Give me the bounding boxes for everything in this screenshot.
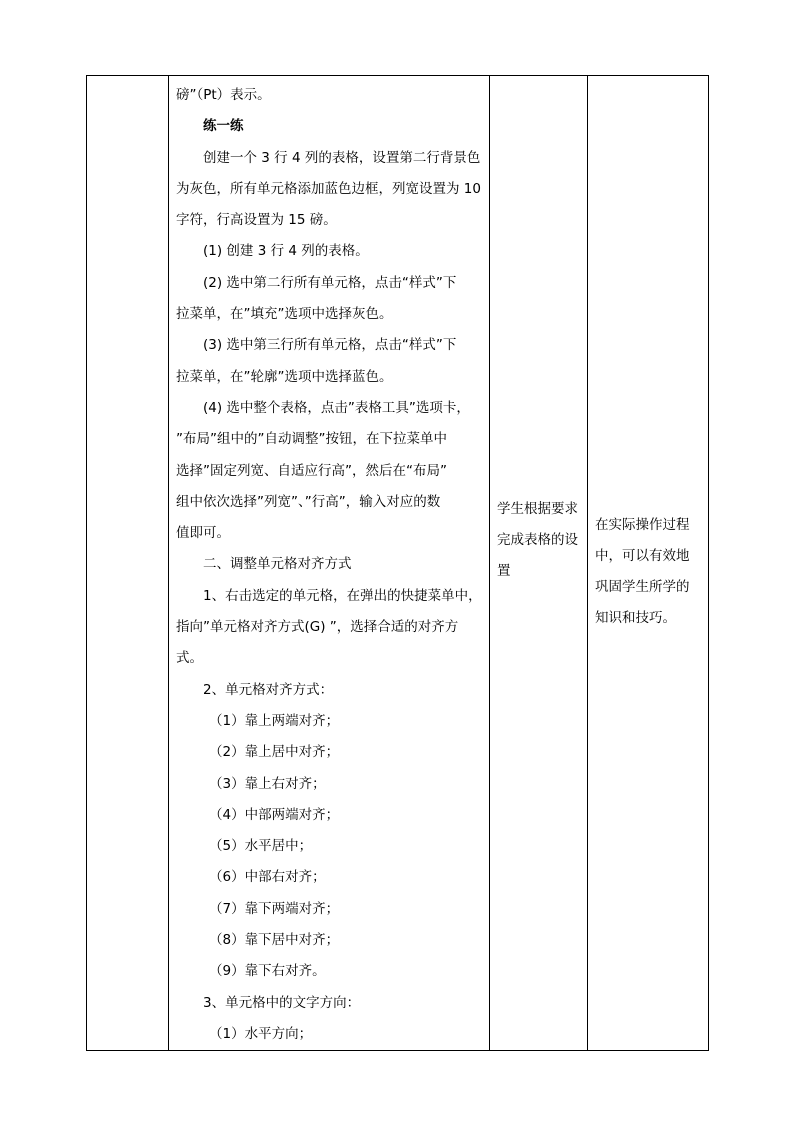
- list-item: （3）靠上右对齐；: [209, 775, 326, 792]
- intent-line: 中，可以有效地: [595, 548, 690, 565]
- content-line: 3、单元格中的文字方向：: [203, 994, 361, 1011]
- activity-line: 置: [497, 562, 511, 579]
- content-line: 为灰色，所有单元格添加蓝色边框，列宽设置为 10: [176, 180, 481, 197]
- list-item: （1）靠上两端对齐；: [209, 712, 340, 729]
- intent-line: 巩固学生所学的: [595, 579, 690, 596]
- list-item: （4）中部两端对齐；: [209, 806, 340, 823]
- student-activity: [490, 494, 587, 587]
- list-item: （8）靠下居中对齐；: [209, 932, 340, 949]
- list-item: （7）靠下两端对齐；: [209, 900, 340, 917]
- design-intent: [588, 510, 708, 634]
- content-line: 拉菜单，在”轮廓”选项中选择蓝色。: [176, 368, 393, 385]
- intent-line: 在实际操作过程: [595, 517, 690, 534]
- list-item: （1）水平方向；: [209, 1025, 313, 1042]
- teaching-content-cell: [169, 76, 490, 1051]
- section-heading: 二、调整单元格对齐方式: [203, 556, 352, 573]
- content-line: (4) 选中整个表格，点击”表格工具”选项卡，: [203, 399, 470, 416]
- stage-cell: [87, 76, 169, 1051]
- student-activity-cell: [490, 76, 588, 1051]
- content-line: 选择”固定列宽、自适应行高”，然后在“布局”: [176, 462, 447, 479]
- content-line: 拉菜单，在”填充”选项中选择灰色。: [176, 306, 393, 323]
- lesson-plan-table: [86, 75, 709, 1051]
- design-intent-cell: [588, 76, 709, 1051]
- content-line: 字符，行高设置为 15 磅。: [176, 212, 337, 229]
- content-line: 创建一个 3 行 4 列的表格，设置第二行背景色: [203, 149, 481, 166]
- content-line: (3) 选中第三行所有单元格，点击“样式”下: [203, 337, 457, 354]
- list-item: （2）靠上居中对齐；: [209, 744, 340, 761]
- content-line: 值即可。: [176, 525, 230, 542]
- content-line: (2) 选中第二行所有单元格，点击“样式”下: [203, 274, 457, 291]
- content-line: 磅”（Pt）表示。: [176, 87, 271, 103]
- content-line: 组中依次选择”列宽”、”行高”，输入对应的数: [176, 493, 441, 510]
- content-line: 1、右击选定的单元格，在弹出的快捷菜单中，: [203, 587, 482, 604]
- table-row: [87, 76, 709, 1051]
- content-line: 2、单元格对齐方式：: [203, 681, 334, 698]
- activity-line: 学生根据要求: [497, 500, 578, 517]
- activity-line: 完成表格的设: [497, 531, 578, 548]
- content-line: 式。: [176, 650, 203, 667]
- teaching-content: [169, 76, 489, 1050]
- content-line: (1) 创建 3 行 4 列的表格。: [203, 243, 369, 260]
- list-item: （9）靠下右对齐。: [209, 963, 326, 980]
- content-line: 指向”单元格对齐方式(G) ”，选择合适的对齐方: [176, 619, 459, 636]
- intent-line: 知识和技巧。: [595, 610, 676, 627]
- content-line: ”布局”组中的”自动调整”按钮，在下拉菜单中: [176, 431, 447, 448]
- list-item: （5）水平居中；: [209, 838, 313, 855]
- list-item: （6）中部右对齐；: [209, 869, 326, 886]
- practice-heading: 练一练: [203, 118, 244, 135]
